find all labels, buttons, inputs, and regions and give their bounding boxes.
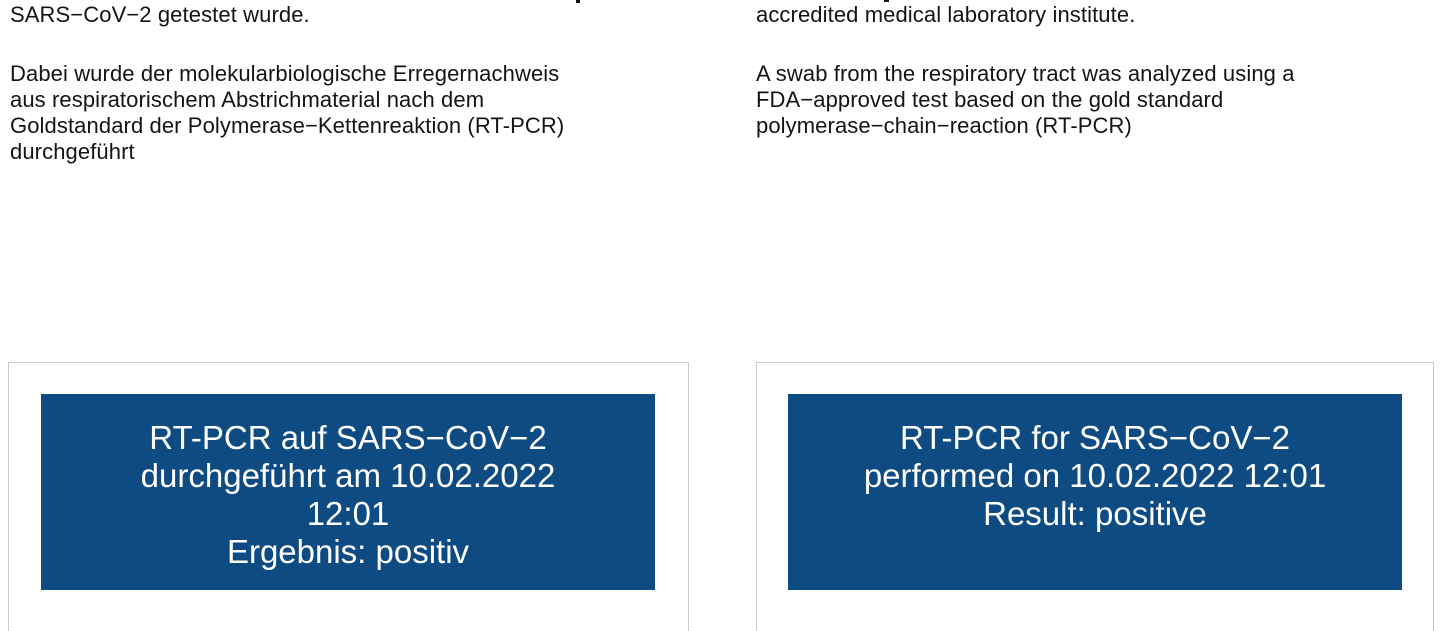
german-result-card <box>8 362 689 631</box>
german-result-box <box>41 394 655 590</box>
text-line: FDA−approved test based on the gold standard <box>756 87 1224 112</box>
text-line: A swab from the respiratory tract was analyzed using a <box>756 61 1295 86</box>
english-paragraph <box>756 61 1295 139</box>
text-line: polymerase−chain−reaction (RT-PCR) <box>756 113 1132 138</box>
clipped-text-fragment <box>576 0 580 3</box>
text-line: Dabei wurde der molekularbiologische Erregernachweis <box>10 61 560 86</box>
text-line: durchgeführt <box>10 139 135 164</box>
german-paragraph <box>10 61 564 165</box>
german-intro-line: SARS−CoV−2 getestet wurde. <box>10 2 310 27</box>
text-line: aus respiratorischem Abstrichmaterial nach dem <box>10 87 485 112</box>
result-line: 12:01 <box>306 495 390 532</box>
result-line: durchgeführt am 10.02.2022 <box>140 457 556 494</box>
english-result-card <box>756 362 1434 631</box>
result-line: Result: positive <box>983 495 1207 532</box>
result-line: RT-PCR auf SARS−CoV−2 <box>149 419 547 456</box>
english-result-box <box>788 394 1402 590</box>
result-line: RT-PCR for SARS−CoV−2 <box>899 419 1291 456</box>
english-intro-line: accredited medical laboratory institute. <box>756 2 1136 27</box>
text-line: Goldstandard der Polymerase−Kettenreaktion (RT-PCR) <box>10 113 565 138</box>
result-line: performed on 10.02.2022 12:01 <box>863 457 1327 494</box>
result-line: Ergebnis: positiv <box>226 533 470 570</box>
